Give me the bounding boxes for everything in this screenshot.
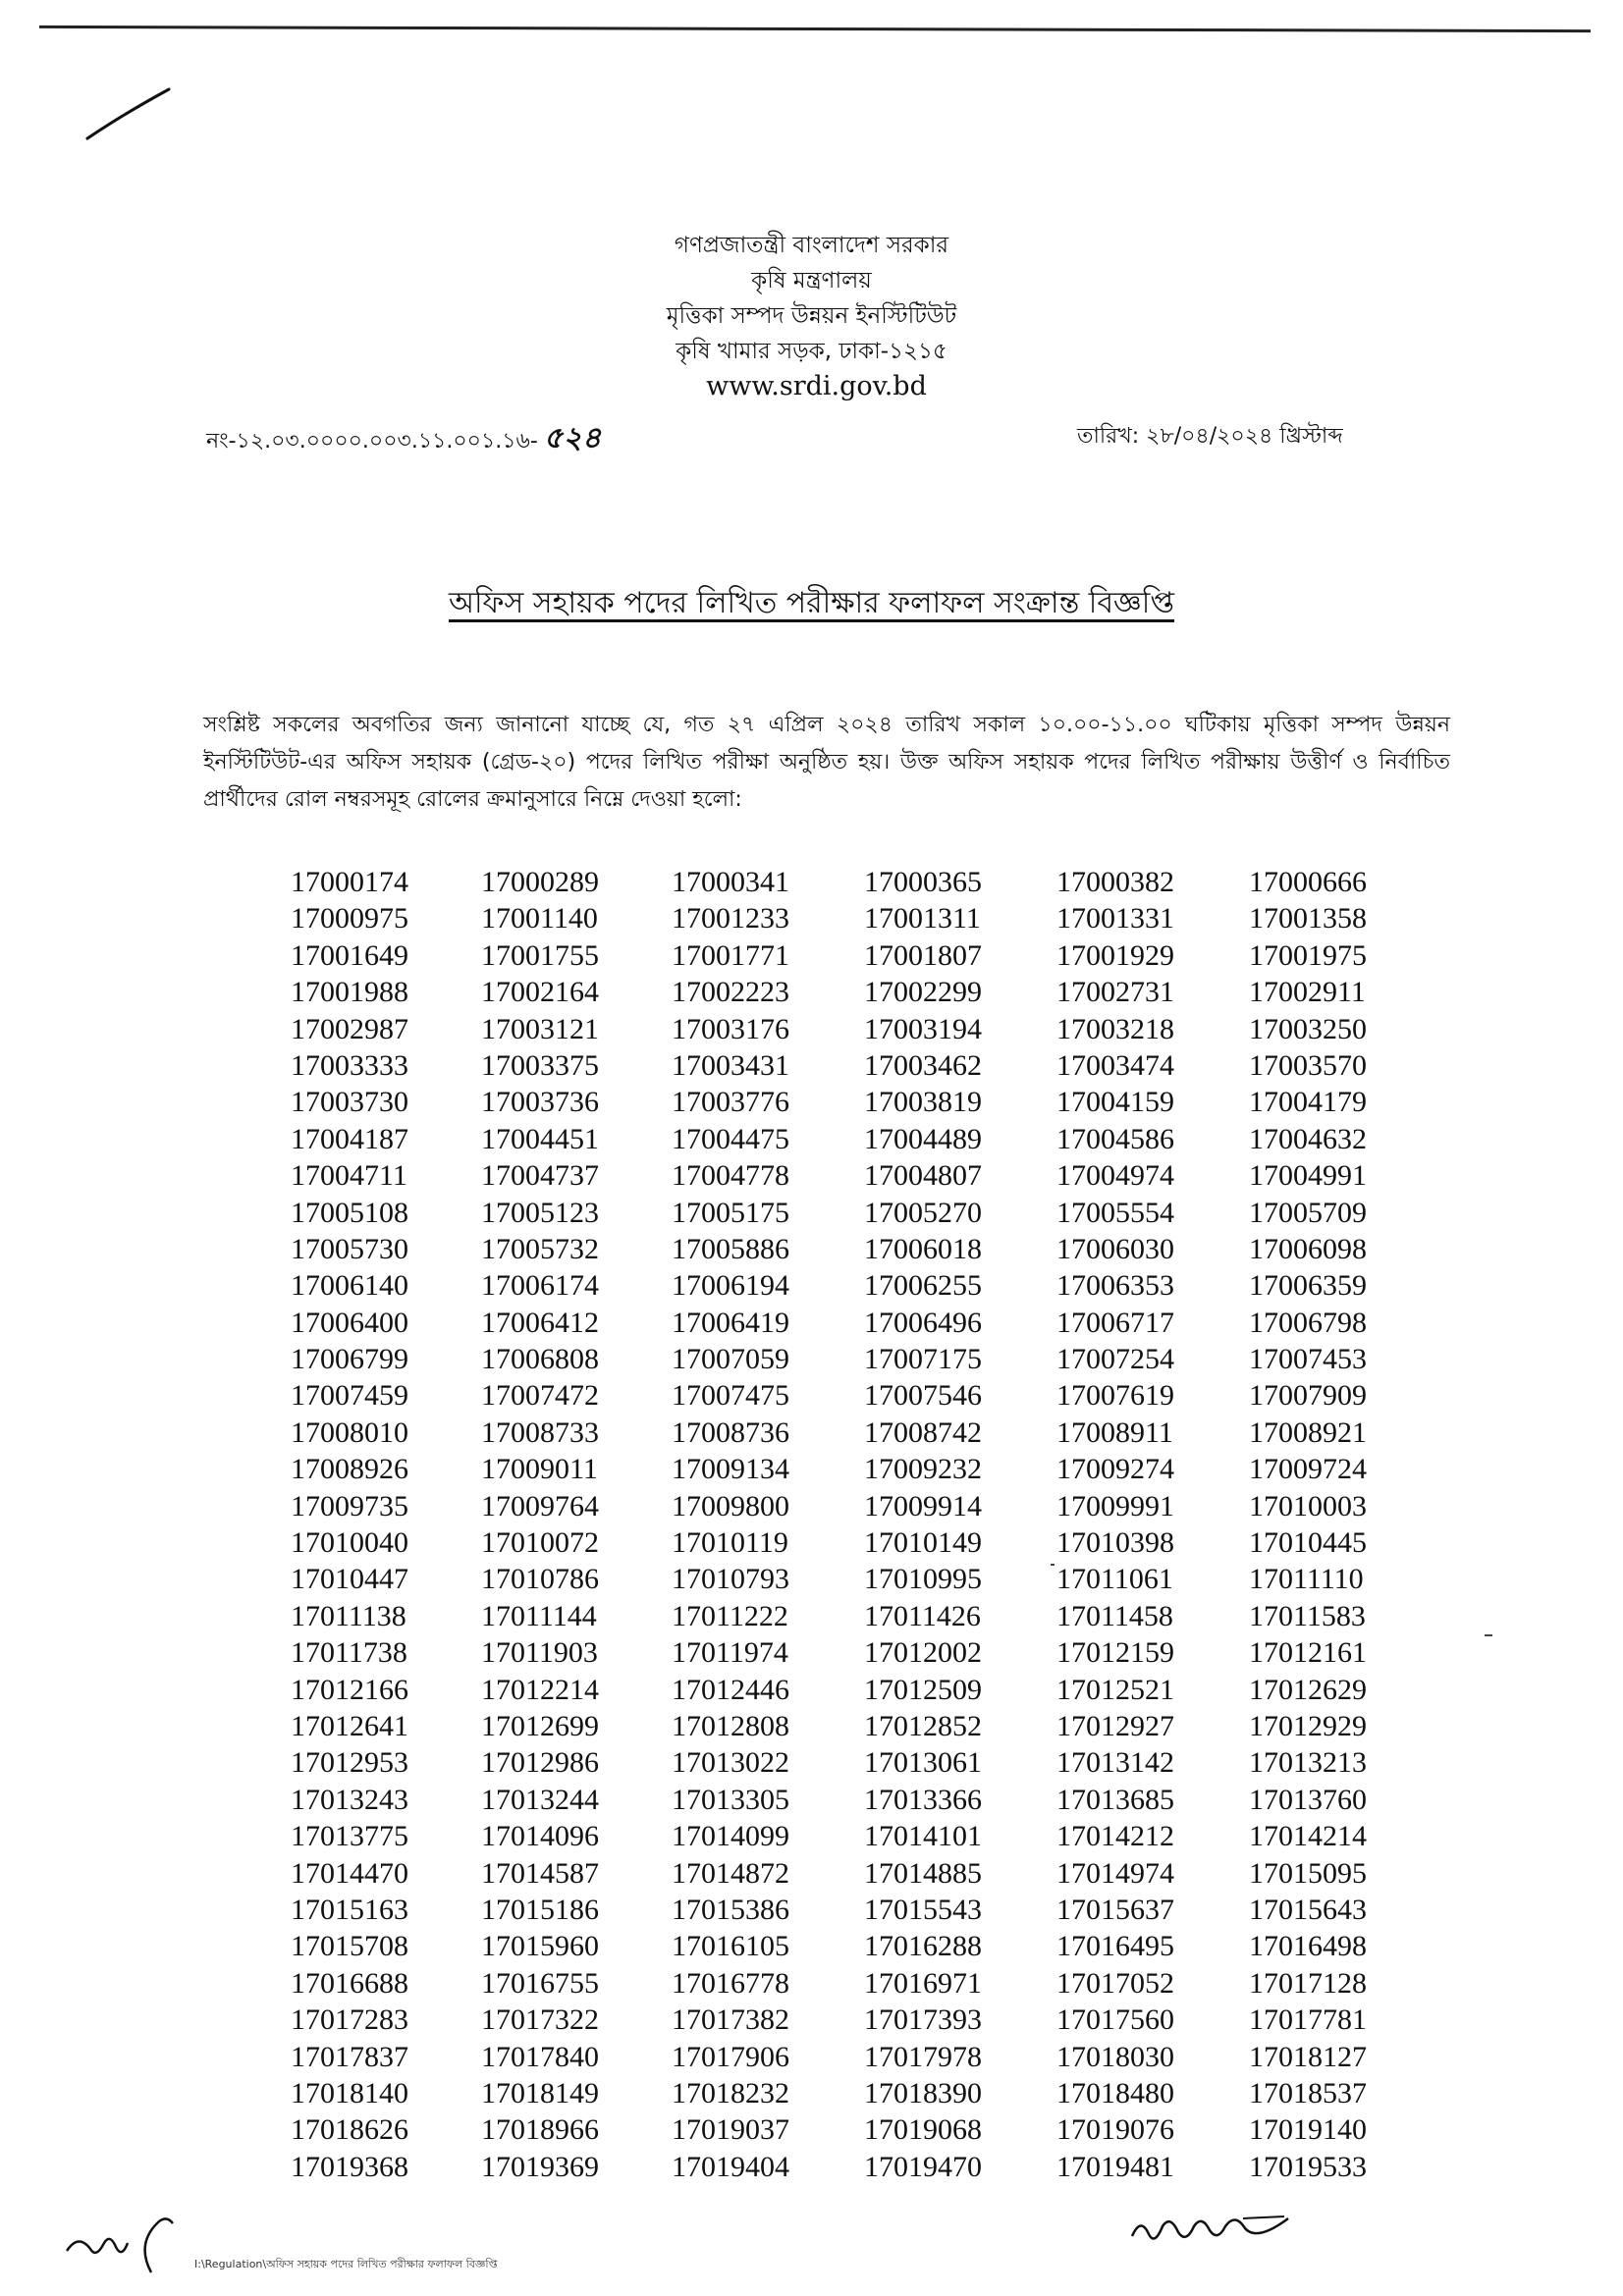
scan-speck (1051, 1564, 1055, 1566)
roll-number: 17019368 (291, 2150, 408, 2183)
roll-number: 17011110 (1249, 1563, 1364, 1596)
roll-number: 17001331 (1056, 902, 1174, 935)
roll-number: 17007546 (864, 1379, 982, 1413)
roll-number: 17008010 (291, 1415, 408, 1449)
roll-number: 17003176 (672, 1012, 789, 1045)
roll-number: 17015637 (1056, 1893, 1174, 1926)
roll-number: 17014885 (864, 1856, 982, 1890)
roll-number: 17015643 (1249, 1893, 1367, 1926)
roll-number: 17003776 (672, 1086, 789, 1119)
roll-number: 17006717 (1056, 1306, 1174, 1339)
roll-number: 17014212 (1056, 1820, 1174, 1853)
roll-number: 17001771 (672, 938, 789, 972)
roll-number: 17001649 (291, 938, 408, 972)
roll-number: 17019533 (1249, 2150, 1367, 2183)
roll-number: 17018140 (291, 2076, 408, 2109)
roll-number: 17006798 (1249, 1306, 1367, 1339)
roll-number: 17019481 (1056, 2150, 1174, 2183)
roll-number: 17006808 (481, 1343, 599, 1376)
roll-number: 17000174 (291, 866, 408, 898)
roll-number: 17011583 (1249, 1599, 1366, 1632)
roll-number: 17013022 (672, 1746, 789, 1780)
memo-date: তারিখ: ২৮/০৪/২০২৪ খ্রিস্টাব্দ (1077, 424, 1343, 449)
roll-number: 17011974 (672, 1636, 788, 1670)
roll-number: 17001233 (672, 902, 789, 935)
roll-number: 17004737 (481, 1159, 599, 1193)
roll-number: 17013213 (1249, 1746, 1367, 1780)
roll-number: 17009914 (864, 1489, 982, 1522)
roll-number: 17013061 (864, 1746, 982, 1780)
roll-number: 17001988 (291, 976, 408, 1009)
roll-number: 17012159 (1056, 1636, 1174, 1670)
roll-number: 17004179 (1249, 1086, 1367, 1119)
roll-number: 17009724 (1249, 1453, 1367, 1486)
roll-number: 17015163 (291, 1893, 408, 1926)
roll-number: 17006419 (672, 1306, 789, 1339)
roll-number: 17016288 (864, 1930, 982, 1963)
roll-number: 17012699 (481, 1709, 599, 1742)
roll-number: 17004586 (1056, 1122, 1174, 1155)
roll-number: 17018127 (1249, 2040, 1367, 2073)
roll-number: 17006030 (1056, 1232, 1174, 1265)
roll-number: 17012953 (291, 1746, 408, 1780)
roll-number: 17012986 (481, 1746, 599, 1780)
signature (1127, 2197, 1294, 2256)
roll-number: 17015386 (672, 1893, 789, 1926)
roll-number: 17017978 (864, 2040, 982, 2073)
roll-number: 17003736 (481, 1086, 599, 1119)
roll-number: 17019076 (1056, 2113, 1174, 2147)
roll-number: 17006098 (1249, 1232, 1367, 1265)
roll-number: 17005108 (291, 1196, 408, 1229)
roll-number: 17009764 (481, 1489, 599, 1522)
roll-number: 17015960 (481, 1930, 599, 1963)
roll-number: 17006400 (291, 1306, 408, 1339)
roll-number: 17018149 (481, 2076, 599, 2109)
roll-number: 17007453 (1249, 1343, 1367, 1376)
roll-number: 17005123 (481, 1196, 599, 1229)
scan-top-border (39, 26, 1591, 32)
roll-number: 17015708 (291, 1930, 408, 1963)
roll-number: 17013760 (1249, 1783, 1367, 1816)
roll-number: 17006140 (291, 1269, 408, 1303)
roll-number: 17001311 (864, 902, 981, 935)
roll-number: 17010398 (1056, 1526, 1174, 1560)
roll-number: 17013775 (291, 1820, 408, 1853)
roll-number: 17003819 (864, 1086, 982, 1119)
roll-number: 17003121 (481, 1012, 599, 1045)
roll-number: 17005175 (672, 1196, 789, 1229)
roll-number: 17004187 (291, 1122, 408, 1155)
roll-number: 17004451 (481, 1122, 599, 1155)
roll-number: 17011061 (1056, 1563, 1173, 1596)
roll-number: 17012509 (864, 1673, 982, 1706)
roll-number: 17000382 (1056, 866, 1174, 898)
roll-number: 17007459 (291, 1379, 408, 1413)
roll-number: 17013142 (1056, 1746, 1174, 1780)
roll-number: 17004807 (864, 1159, 982, 1193)
roll-number: 17012852 (864, 1709, 982, 1742)
roll-number: 17011903 (481, 1636, 598, 1670)
roll-number: 17013244 (481, 1783, 599, 1816)
roll-number: 17017560 (1056, 2003, 1174, 2037)
roll-number: 17007175 (864, 1343, 982, 1376)
roll-number: 17017840 (481, 2040, 599, 2073)
roll-number: 17010786 (481, 1563, 599, 1596)
roll-number: 17014587 (481, 1856, 599, 1890)
notice-body: সংশ্লিষ্ট সকলের অবগতির জন্য জানানো যাচ্ছে যে, গত ২৭ এপ্রিল ২০২৪ তারিখ সকাল ১০.০০-১১.০০ ঘটিকায় মৃত্তিকা সম্পদ উন্নয়ন ইনস্টিটিউট-এর অফিস সহায়ক (গ্রেড-২০) পদের লিখিত পরীক্ষা অনুষ্ঠিত হয়। উক্ত অফিস সহায়ক পদের লিখিত পরীক্ষায় উত্তীর্ণ ও নির্বাচিত প্রার্থীদের রোল নম্বরসমূহ রোলের ক্রমানুসারে নিম্নে দেওয়া হলো: (203, 713, 1450, 812)
roll-number: 17008742 (864, 1415, 982, 1449)
roll-number: 17012641 (291, 1709, 408, 1742)
roll-number: 17017322 (481, 2003, 599, 2037)
roll-number: 17001807 (864, 938, 982, 972)
roll-number: 17017837 (291, 2040, 408, 2073)
roll-number: 17018626 (291, 2113, 408, 2147)
roll-number: 17009274 (1056, 1453, 1174, 1486)
roll-number: 17009011 (481, 1453, 598, 1486)
roll-number: 17012927 (1056, 1709, 1174, 1742)
roll-number: 17010149 (864, 1526, 982, 1560)
roll-number: 17006359 (1249, 1269, 1367, 1303)
roll-number: 17013366 (864, 1783, 982, 1816)
roll-number: 17002299 (864, 976, 982, 1009)
roll-number: 17003250 (1249, 1012, 1367, 1045)
roll-number: 17000975 (291, 902, 408, 935)
roll-number: 17009800 (672, 1489, 789, 1522)
roll-number: 17009735 (291, 1489, 408, 1522)
roll-number: 17005730 (291, 1232, 408, 1265)
notice-subject (0, 579, 1623, 629)
roll-number: 17019068 (864, 2113, 982, 2147)
roll-number: 17004974 (1056, 1159, 1174, 1193)
roll-number: 17004991 (1249, 1159, 1367, 1193)
roll-number: 17003375 (481, 1048, 599, 1082)
roll-number: 17005886 (672, 1232, 789, 1265)
roll-number: 17012002 (864, 1636, 982, 1670)
roll-number: 17014096 (481, 1820, 599, 1853)
institute-address: কৃষি খামার সড়ক, ঢাকা-১২১৫ (676, 339, 947, 364)
roll-number: 17012446 (672, 1673, 789, 1706)
roll-number: 17006194 (672, 1269, 789, 1303)
roll-number: 17002164 (481, 976, 599, 1009)
roll-number: 17013305 (672, 1783, 789, 1816)
roll-number: 17001140 (481, 902, 598, 935)
roll-number: 17003431 (672, 1048, 789, 1082)
roll-number: 17016495 (1056, 1930, 1174, 1963)
roll-number: 17018966 (481, 2113, 599, 2147)
roll-number: 17007059 (672, 1343, 789, 1376)
scan-speck (1485, 1634, 1492, 1636)
institute-name: মৃত্তিকা সম্পদ উন্নয়ন ইনস্টিটিউট (666, 303, 957, 329)
roll-number: 17014872 (672, 1856, 789, 1890)
roll-number: 17005554 (1056, 1196, 1174, 1229)
roll-number: 17007909 (1249, 1379, 1367, 1413)
roll-number: 17014101 (864, 1820, 982, 1853)
notice-subject-text: অফিস সহায়ক পদের লিখিত পরীক্ষার ফলাফল সংক্রান্ত বিজ্ঞপ্তি (448, 586, 1175, 620)
roll-number: 17004711 (291, 1159, 407, 1193)
memo-number-text: নং-১২.০৩.০০০০.০০৩.১১.০০১.১৬- (206, 429, 538, 454)
roll-number: 17017128 (1249, 1966, 1367, 2000)
roll-number: 17014214 (1249, 1820, 1367, 1853)
roll-number: 17017393 (864, 2003, 982, 2037)
roll-number: 17004475 (672, 1122, 789, 1155)
roll-number: 17000341 (672, 866, 789, 898)
roll-number: 17006412 (481, 1306, 599, 1339)
roll-number: 17000289 (481, 866, 599, 898)
roll-number: 17010003 (1249, 1489, 1367, 1522)
roll-number: 17007475 (672, 1379, 789, 1413)
roll-number: 17006174 (481, 1269, 599, 1303)
roll-number: 17005732 (481, 1232, 599, 1265)
roll-number: 17008926 (291, 1453, 408, 1486)
roll-number: 17004159 (1056, 1086, 1174, 1119)
roll-number: 17003194 (864, 1012, 982, 1045)
roll-number: 17016688 (291, 1966, 408, 2000)
roll-number: 17019470 (864, 2150, 982, 2183)
roll-number: 17010445 (1249, 1526, 1367, 1560)
roll-number: 17001755 (481, 938, 599, 972)
roll-number: 17012629 (1249, 1673, 1367, 1706)
roll-number: 17006255 (864, 1269, 982, 1303)
roll-number: 17012214 (481, 1673, 599, 1706)
institute-website: www.srdi.gov.bd (706, 371, 927, 401)
roll-number: 17011144 (481, 1599, 597, 1632)
roll-number-table (291, 864, 1430, 2185)
roll-number: 17015186 (481, 1893, 599, 1926)
roll-number: 17004778 (672, 1159, 789, 1193)
roll-number: 17011138 (291, 1599, 406, 1632)
roll-number: 17017781 (1249, 2003, 1367, 2037)
roll-number: 17009991 (1056, 1489, 1174, 1522)
roll-number: 17018537 (1249, 2076, 1367, 2109)
roll-number: 17010995 (864, 1563, 982, 1596)
roll-number: 17009134 (672, 1453, 789, 1486)
government-name: গণপ্রজাতন্ত্রী বাংলাদেশ সরকার (674, 233, 949, 258)
roll-number: 17013243 (291, 1783, 408, 1816)
roll-number: 17019369 (481, 2150, 599, 2183)
file-path-footer: I:\Regulation\অফিস সহায়ক পদের লিখিত পরীক্ষার ফলাফল বিজ্ঞপ্তি (194, 2258, 498, 2270)
roll-number: 17007619 (1056, 1379, 1174, 1413)
roll-number: 17007254 (1056, 1343, 1174, 1376)
roll-number: 17003462 (864, 1048, 982, 1082)
roll-number: 17019404 (672, 2150, 789, 2183)
roll-number: 17000365 (864, 866, 982, 898)
roll-number: 17003730 (291, 1086, 408, 1119)
roll-number: 17000666 (1249, 866, 1367, 898)
roll-number: 17006018 (864, 1232, 982, 1265)
roll-number: 17011738 (291, 1636, 407, 1670)
roll-number: 17016778 (672, 1966, 789, 2000)
roll-number: 17010447 (291, 1563, 408, 1596)
roll-number: 17017052 (1056, 1966, 1174, 2000)
roll-number: 17004632 (1249, 1122, 1367, 1155)
roll-number: 17002731 (1056, 976, 1174, 1009)
letterhead (0, 228, 1623, 404)
roll-number: 17011458 (1056, 1599, 1173, 1632)
roll-number: 17005709 (1249, 1196, 1367, 1229)
roll-number: 17005270 (864, 1196, 982, 1229)
roll-number: 17001358 (1249, 902, 1367, 935)
roll-number: 17014099 (672, 1820, 789, 1853)
roll-number: 17002911 (1249, 976, 1366, 1009)
roll-number: 17012808 (672, 1709, 789, 1742)
roll-number: 17016498 (1249, 1930, 1367, 1963)
roll-number: 17016105 (672, 1930, 789, 1963)
roll-number: 17012161 (1249, 1636, 1367, 1670)
roll-number: 17012929 (1249, 1709, 1367, 1742)
roll-number: 17010040 (291, 1526, 408, 1560)
roll-number: 17017283 (291, 2003, 408, 2037)
roll-number: 17001929 (1056, 938, 1174, 972)
roll-number: 17009232 (864, 1453, 982, 1486)
roll-number: 17016971 (864, 1966, 982, 2000)
roll-number: 17006799 (291, 1343, 408, 1376)
roll-number: 17018390 (864, 2076, 982, 2109)
roll-number: 17010119 (672, 1526, 788, 1560)
roll-number: 17001975 (1249, 938, 1367, 972)
roll-number: 17012166 (291, 1673, 408, 1706)
roll-number: 17019037 (672, 2113, 789, 2147)
roll-number: 17003570 (1249, 1048, 1367, 1082)
roll-number: 17002987 (291, 1012, 408, 1045)
roll-number: 17008733 (481, 1415, 599, 1449)
roll-number: 17019140 (1249, 2113, 1367, 2147)
roll-number: 17006353 (1056, 1269, 1174, 1303)
roll-number: 17008911 (1056, 1415, 1173, 1449)
roll-number: 17015095 (1249, 1856, 1367, 1890)
roll-number: 17011426 (864, 1599, 981, 1632)
roll-number: 17014470 (291, 1856, 408, 1890)
roll-number: 17008736 (672, 1415, 789, 1449)
roll-number: 17013685 (1056, 1783, 1174, 1816)
roll-number: 17006496 (864, 1306, 982, 1339)
roll-number: 17017906 (672, 2040, 789, 2073)
roll-number: 17011222 (672, 1599, 788, 1632)
memo-number-handwritten: ৫২৪ (543, 421, 602, 455)
roll-number: 17003333 (291, 1048, 408, 1082)
roll-number: 17012521 (1056, 1673, 1174, 1706)
roll-number: 17008921 (1249, 1415, 1367, 1449)
roll-number: 17002223 (672, 976, 789, 1009)
roll-number: 17018030 (1056, 2040, 1174, 2073)
roll-number: 17015543 (864, 1893, 982, 1926)
roll-number: 17017382 (672, 2003, 789, 2037)
handwritten-initials (57, 2204, 214, 2282)
memo-number (206, 414, 601, 464)
roll-number: 17016755 (481, 1966, 599, 2000)
roll-number: 17014974 (1056, 1856, 1174, 1890)
roll-number: 17004489 (864, 1122, 982, 1155)
roll-number: 17007472 (481, 1379, 599, 1413)
roll-number: 17003474 (1056, 1048, 1174, 1082)
roll-number: 17003218 (1056, 1012, 1174, 1045)
ministry-name: কৃষি মন্ত্রণালয় (751, 268, 872, 294)
roll-number: 17018232 (672, 2076, 789, 2109)
roll-number: 17010072 (481, 1526, 599, 1560)
pen-stroke-mark (84, 84, 173, 143)
roll-number: 17018480 (1056, 2076, 1174, 2109)
roll-number: 17010793 (672, 1563, 789, 1596)
